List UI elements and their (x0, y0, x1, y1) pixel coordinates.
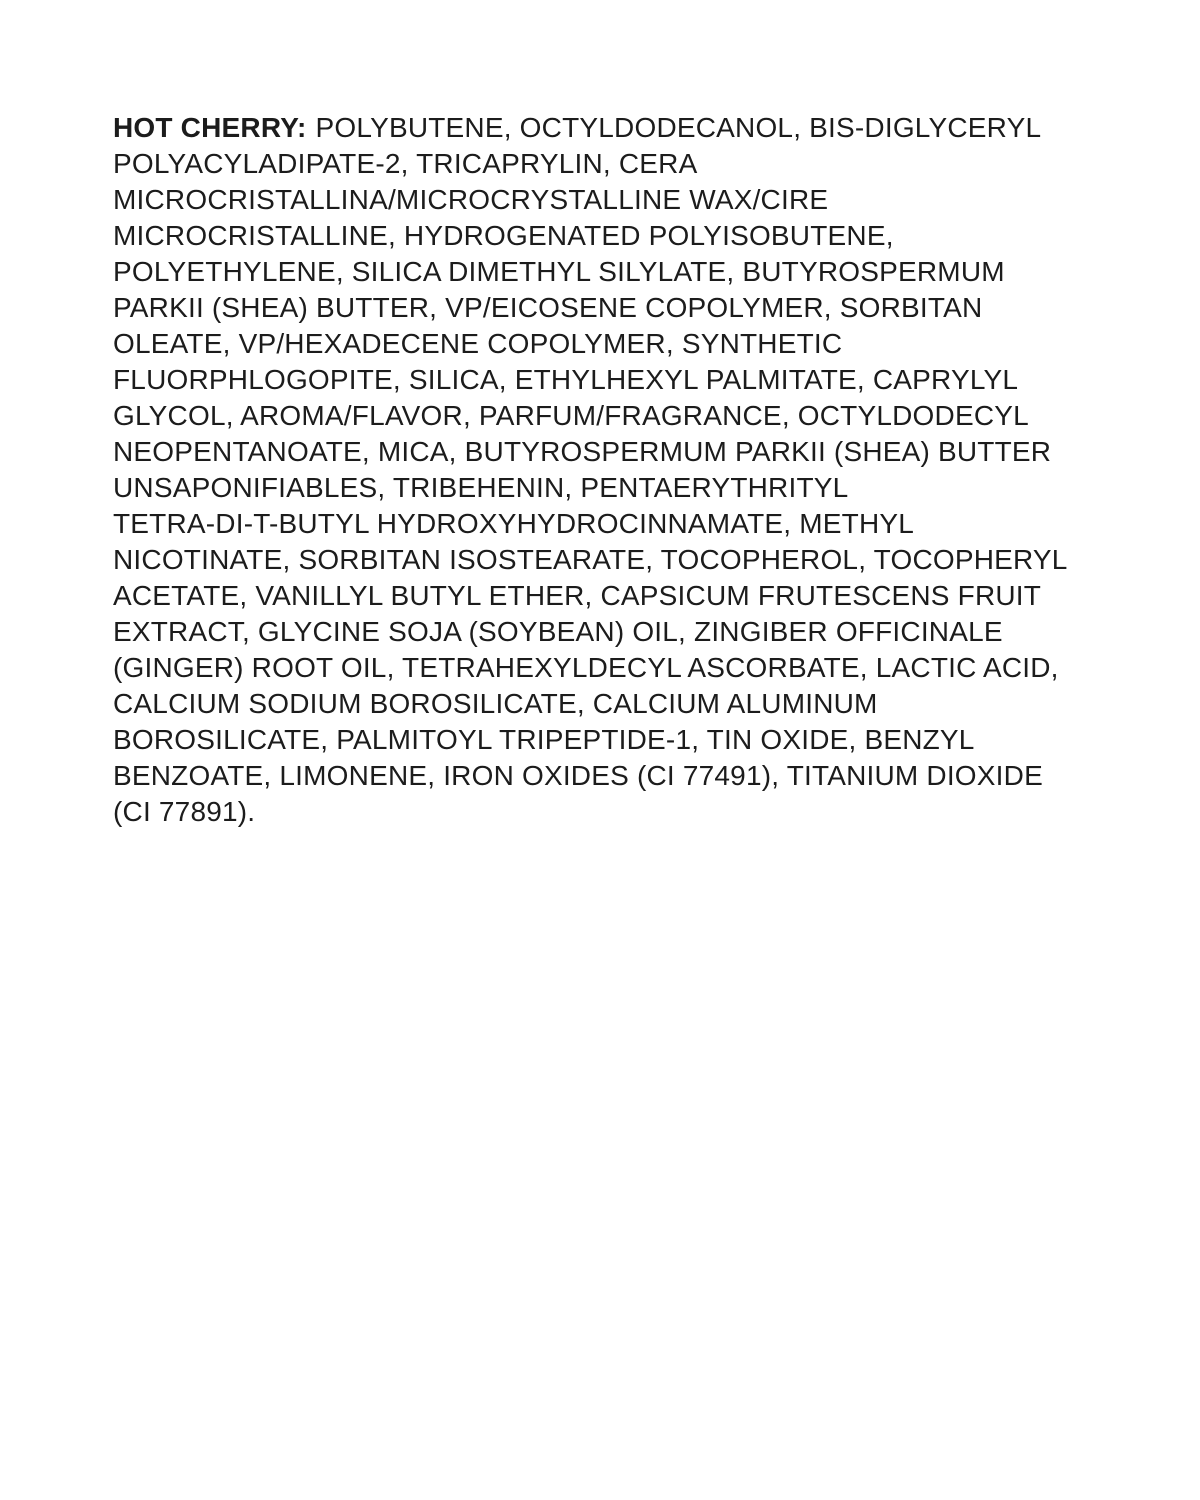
ingredients-list (113, 110, 1098, 830)
ingredients-line: BENZOATE, LIMONENE, IRON OXIDES (CI 77491), TITANIUM DIOXIDE (113, 760, 1043, 791)
ingredients-line: TETRA-DI-T-BUTYL HYDROXYHYDROCINNAMATE, METHYL (113, 508, 915, 539)
ingredients-line: CALCIUM SODIUM BOROSILICATE, CALCIUM ALUMINUM (113, 688, 878, 719)
ingredients-line: POLYETHYLENE, SILICA DIMETHYL SILYLATE, BUTYROSPERMUM (113, 256, 1005, 287)
ingredients-line: FLUORPHLOGOPITE, SILICA, ETHYLHEXYL PALMITATE, CAPRYLYL (113, 364, 1019, 395)
ingredients-line: ACETATE, VANILLYL BUTYL ETHER, CAPSICUM FRUTESCENS FRUIT (113, 580, 1042, 611)
ingredients-line: PARKII (SHEA) BUTTER, VP/EICOSENE COPOLYMER, SORBITAN (113, 292, 983, 323)
ingredients-line-text: POLYBUTENE, OCTYLDODECANOL, BIS-DIGLYCERYL (315, 112, 1042, 143)
ingredients-line: POLYACYLADIPATE-2, TRICAPRYLIN, CERA (113, 148, 698, 179)
ingredients-line: MICROCRISTALLINA/MICROCRYSTALLINE WAX/CIRE (113, 184, 829, 215)
ingredients-line: (GINGER) ROOT OIL, TETRAHEXYLDECYL ASCORBATE, LACTIC ACID, (113, 652, 1059, 683)
ingredients-line: EXTRACT, GLYCINE SOJA (SOYBEAN) OIL, ZINGIBER OFFICINALE (113, 616, 1003, 647)
shade-name-label: HOT CHERRY: (113, 112, 307, 143)
ingredients-line: NICOTINATE, SORBITAN ISOSTEARATE, TOCOPHEROL, TOCOPHERYL (113, 544, 1068, 575)
ingredients-line: GLYCOL, AROMA/FLAVOR, PARFUM/FRAGRANCE, OCTYLDODECYL (113, 400, 1029, 431)
ingredients-line: BOROSILICATE, PALMITOYL TRIPEPTIDE-1, TIN OXIDE, BENZYL (113, 724, 975, 755)
ingredients-line: UNSAPONIFIABLES, TRIBEHENIN, PENTAERYTHRITYL (113, 472, 849, 503)
ingredients-line: NEOPENTANOATE, MICA, BUTYROSPERMUM PARKII (SHEA) BUTTER (113, 436, 1052, 467)
ingredients-line (113, 110, 1098, 146)
ingredients-line: (CI 77891). (113, 796, 256, 827)
ingredients-line: OLEATE, VP/HEXADECENE COPOLYMER, SYNTHETIC (113, 328, 843, 359)
ingredients-line: MICROCRISTALLINE, HYDROGENATED POLYISOBUTENE, (113, 220, 894, 251)
